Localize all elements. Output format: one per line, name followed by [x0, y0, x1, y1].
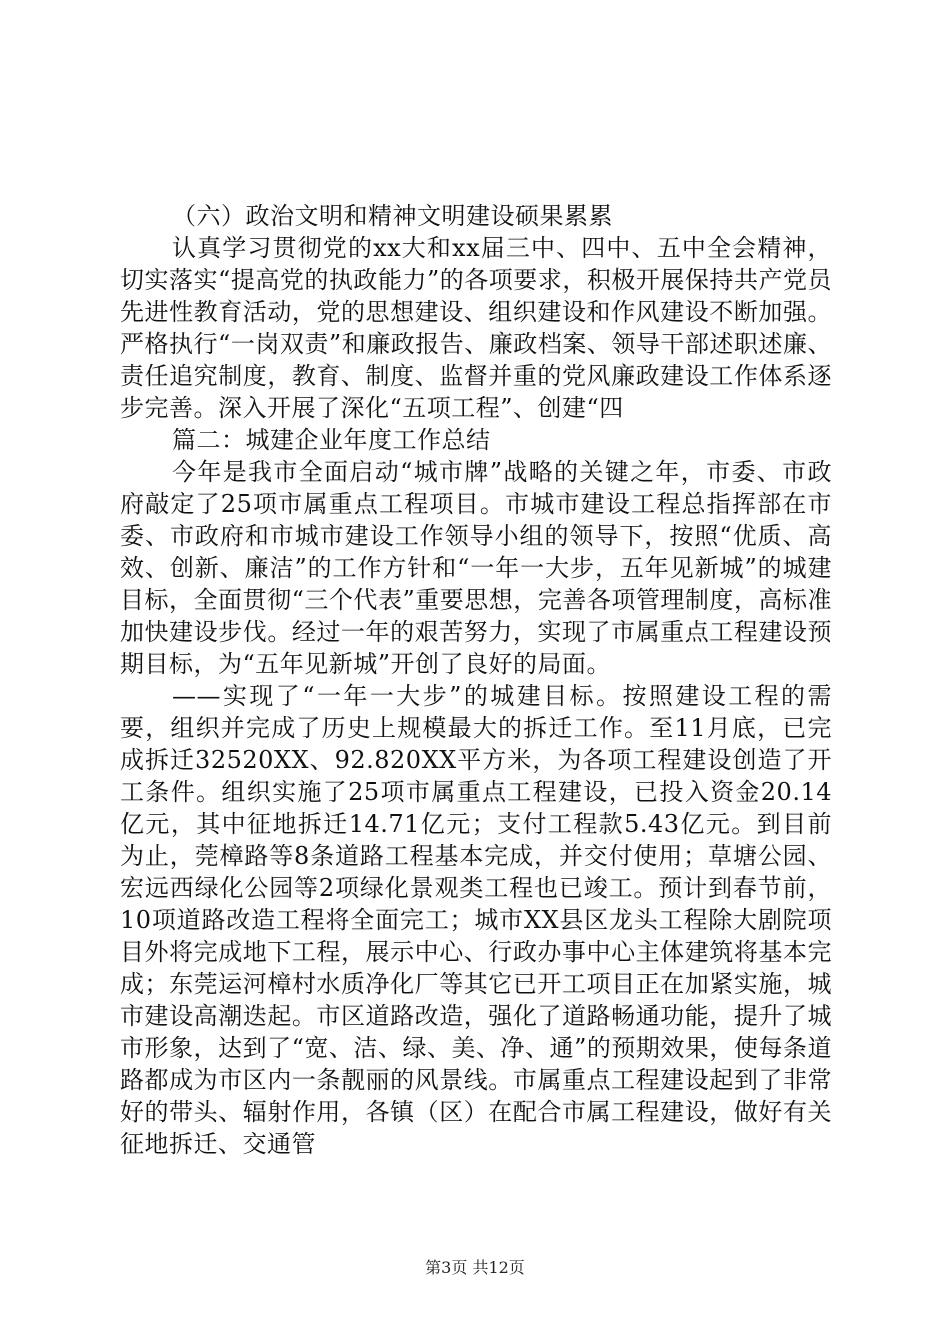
page-number-footer: 第3页 共12页 — [425, 1258, 525, 1277]
paragraph-achievements: ——实现了“一年一大步”的城建目标。按照建设工程的需要，组织并完成了历史上规模最大的拆迁工作。至11月底，已完成拆迁32520XX、92.820XX平方米，为各项工程建设创造了开工条件。组织实施了25项市属重点工程建设，已投入资金20.14亿元，其中征地拆迁14.71亿元；支付工程款5.43亿元。到目前为止，莞樟路等8条道路工程基本完成，并交付使用；草塘公园、宏远西绿化公园等2项绿化景观类工程也已竣工。预计到春节前，10项道路改造工程将全面完工；城市XX县区龙头工程除大剧院项目外将完成地下工程，展示中心、行政办事中心主体建筑将基本完成；东莞运河樟村水质净化厂等其它已开工项目正在加紧实施，城市建设高潮迭起。市区道路改造，强化了道路畅通功能，提升了城市形象，达到了“宽、洁、绿、美、净、通”的预期效果，使每条道路都成为市区内一条靓丽的风景线。市属重点工程建设起到了非常好的带头、辐射作用，各镇（区）在配合市属工程建设，做好有关征地拆迁、交通管 — [120, 682, 832, 1158]
section-heading-six: （六）政治文明和精神文明建设硕果累累 — [172, 202, 613, 230]
section-heading-part-two: 篇二：城建企业年度工作总结 — [172, 426, 491, 454]
paragraph-intro: 今年是我市全面启动“城市牌”战略的关键之年，市委、市政府敲定了25项市属重点工程项目。市城市建设工程总指挥部在市委、市政府和市城市建设工作领导小组的领导下，按照“优质、高效、创新、廉洁”的工作方针和“一年一大步，五年见新城”的城建目标，全面贯彻“三个代表”重要思想，完善各项管理制度，高标准加快建设步伐。经过一年的艰苦努力，实现了市属重点工程建设预期目标，为“五年见新城”开创了良好的局面。 — [120, 458, 832, 678]
paragraph-party-building: 认真学习贯彻党的xx大和xx届三中、四中、五中全会精神，切实落实“提高党的执政能力”的各项要求，积极开展保持共产党员先进性教育活动，党的思想建设、组织建设和作风建设不断加强。严格执行“一岗双责”和廉政报告、廉政档案、领导干部述职述廉、责任追究制度，教育、制度、监督并重的党风廉政建设工作体系逐步完善。深入开展了深化“五项工程”、创建“四 — [120, 234, 832, 422]
document-body — [120, 200, 832, 1160]
